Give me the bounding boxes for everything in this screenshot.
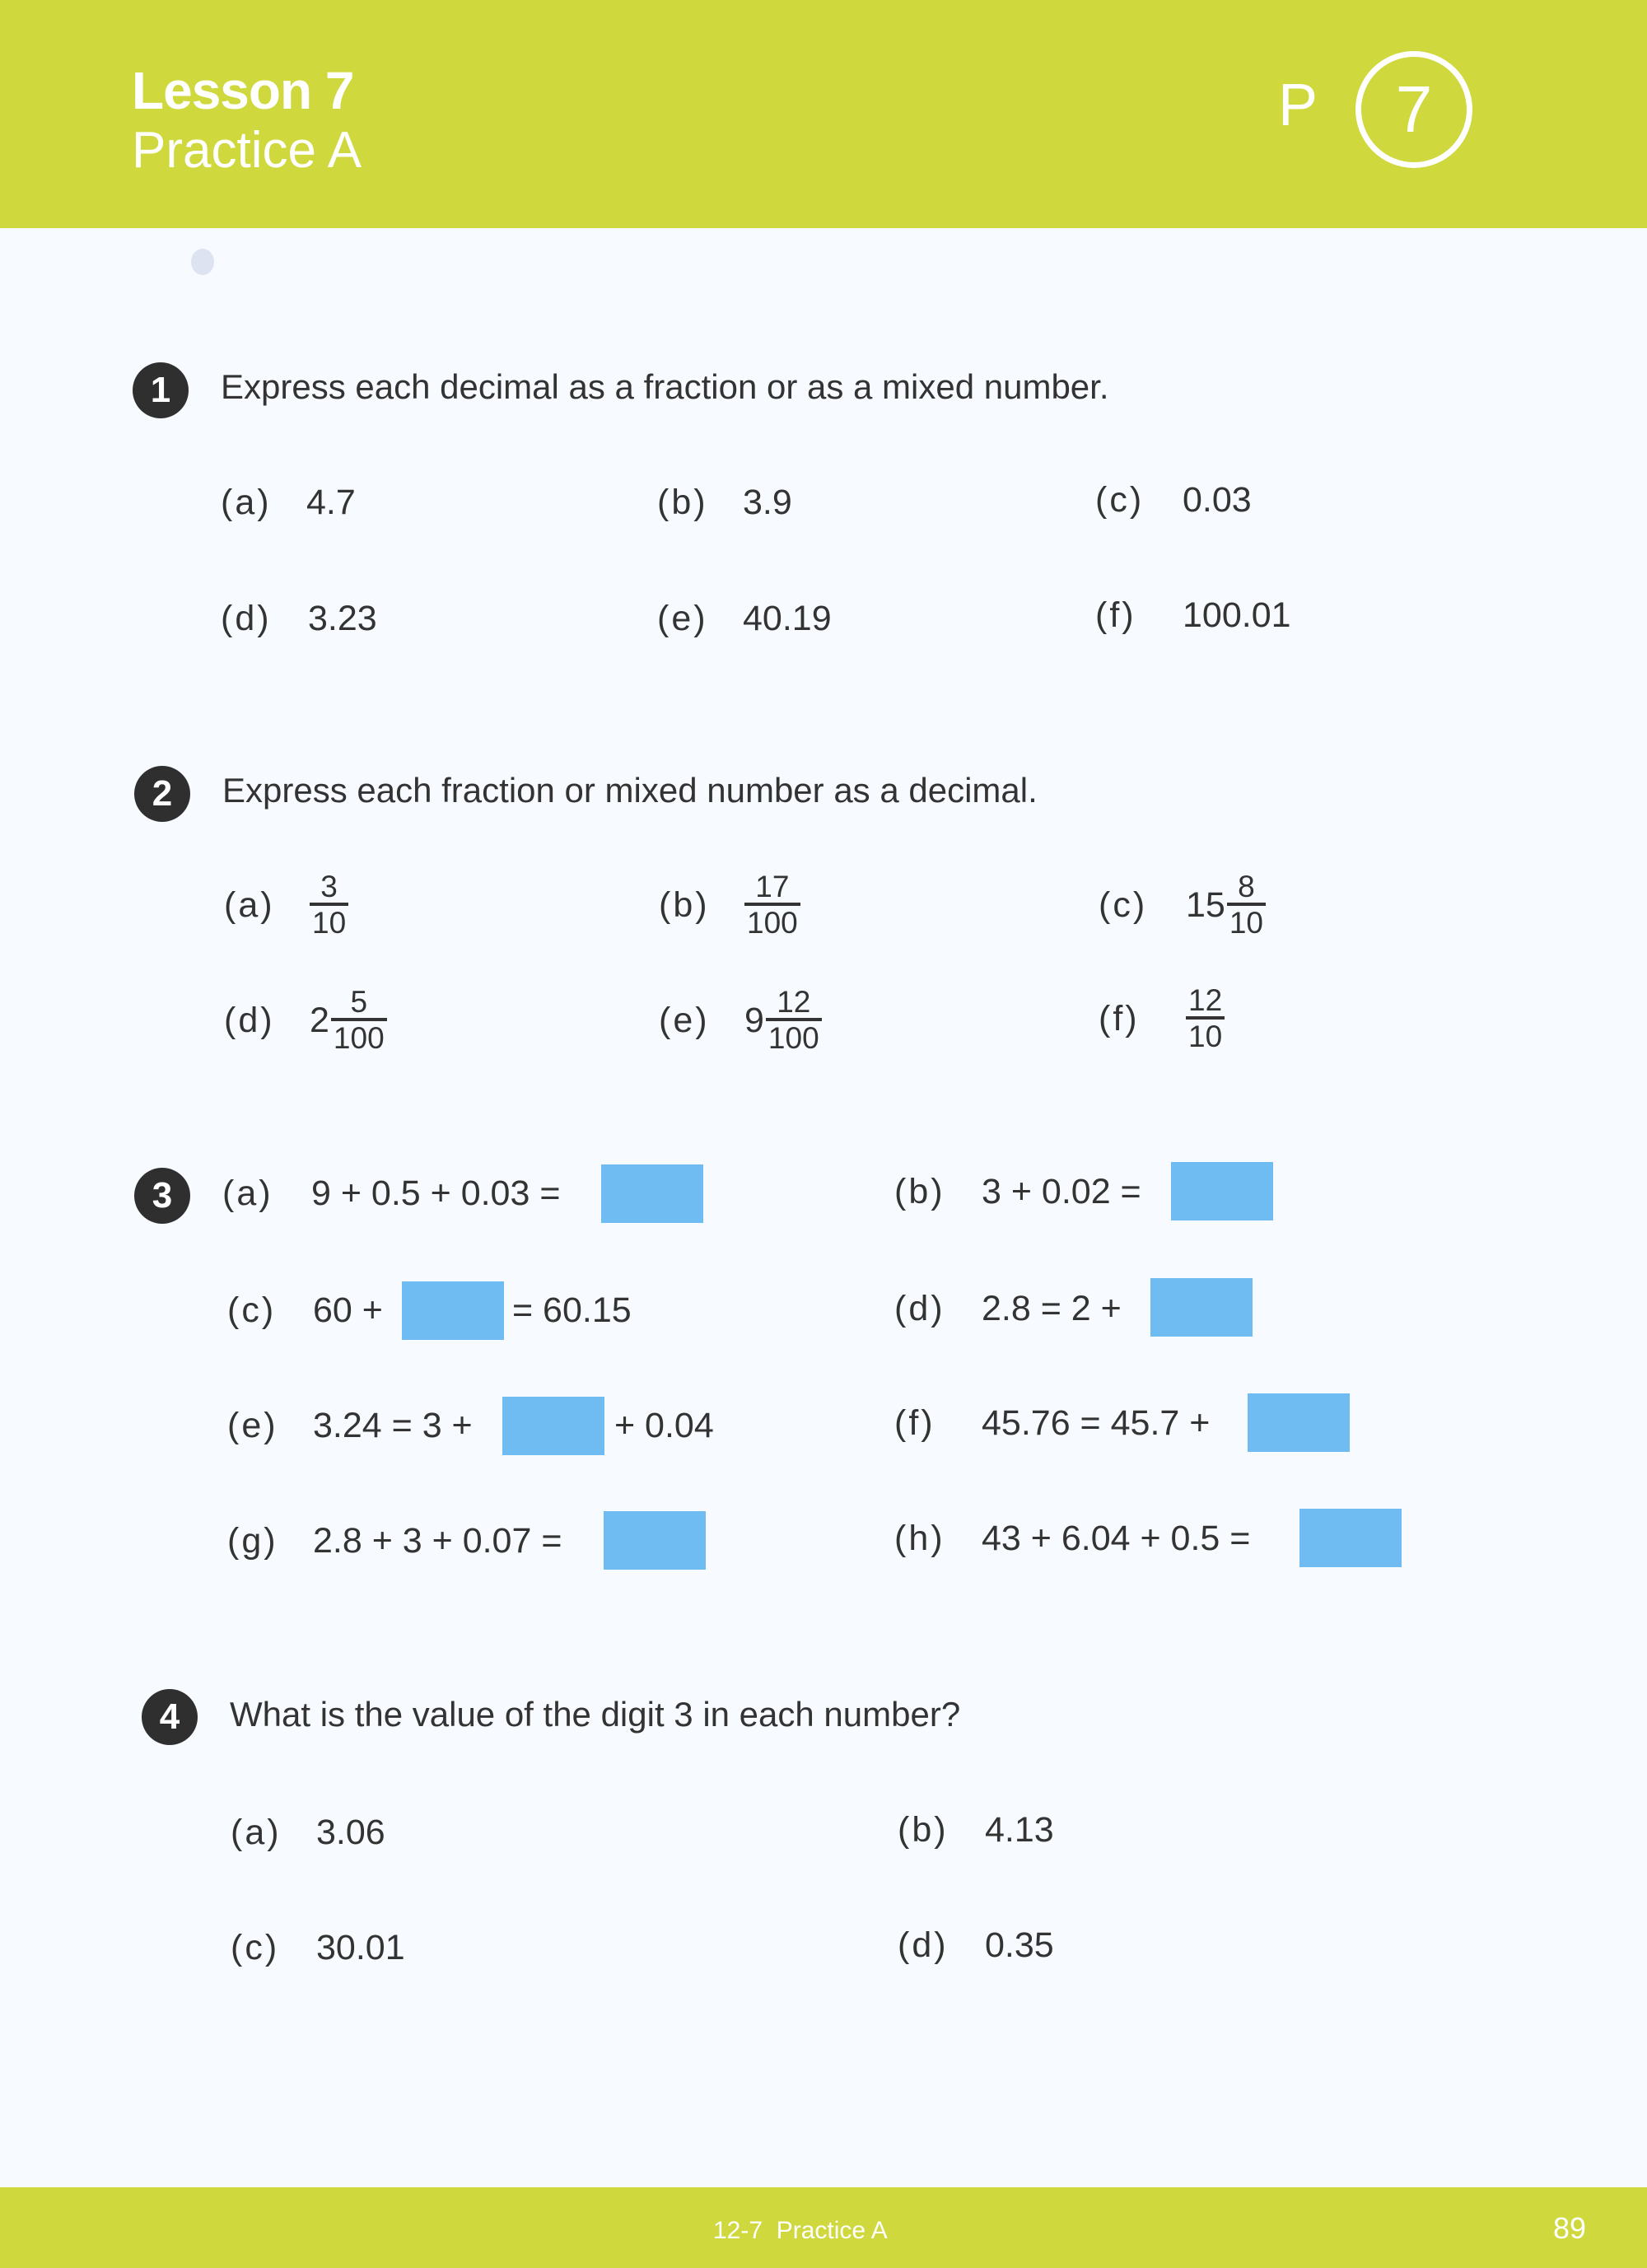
item-label: (b)	[659, 885, 710, 925]
q3f-answer-box[interactable]	[1248, 1393, 1350, 1452]
item-label: (e)	[227, 1406, 278, 1445]
q4-item-c	[231, 1927, 405, 1968]
q2-item-e	[659, 987, 822, 1054]
q3c-equation-right	[512, 1290, 632, 1331]
q3h-answer-box[interactable]	[1299, 1509, 1402, 1567]
denominator: 10	[1186, 1016, 1225, 1052]
question-4-badge: 4	[142, 1689, 198, 1745]
whole-number: 9	[744, 1001, 764, 1040]
whole-number: 15	[1186, 885, 1225, 925]
equation-left: 45.76 = 45.7 +	[982, 1403, 1211, 1443]
q3a-answer-box[interactable]	[601, 1164, 703, 1223]
q1-item-a	[221, 482, 356, 523]
q3-item-h	[894, 1518, 1250, 1559]
q2-item-f	[1099, 985, 1225, 1052]
item-label: (a)	[231, 1813, 282, 1852]
question-1-badge: 1	[133, 362, 189, 418]
q2-item-b	[659, 871, 800, 939]
q3-item-e	[227, 1405, 473, 1446]
item-label: (h)	[894, 1519, 945, 1558]
lesson-number-circle-icon: 7	[1355, 51, 1472, 168]
q3e-equation-right	[614, 1405, 714, 1446]
q3-item-c	[227, 1290, 383, 1331]
item-label: (b)	[894, 1172, 945, 1211]
item-label: (b)	[898, 1810, 949, 1850]
item-label: (c)	[227, 1290, 277, 1330]
equation-right: = 60.15	[512, 1290, 632, 1330]
numerator: 3	[320, 870, 338, 903]
fraction	[766, 987, 822, 1054]
item-label: (c)	[1099, 885, 1148, 925]
numerator: 5	[350, 985, 368, 1019]
item-label: (d)	[224, 1001, 275, 1040]
item-value: 40.19	[743, 599, 832, 638]
q3g-answer-box[interactable]	[604, 1511, 706, 1570]
question-4-prompt: What is the value of the digit 3 in each number?	[230, 1695, 961, 1734]
q4-item-d	[898, 1925, 1054, 1966]
fraction	[331, 987, 387, 1054]
whole-number: 2	[310, 1001, 329, 1040]
q3d-answer-box[interactable]	[1150, 1278, 1253, 1337]
fraction	[1227, 871, 1266, 939]
item-label: (a)	[222, 1174, 273, 1213]
q1-item-c	[1095, 479, 1252, 520]
fraction	[1186, 985, 1225, 1052]
item-label: (d)	[221, 599, 272, 638]
item-value: 3.9	[743, 483, 792, 522]
question-3-badge: 3	[134, 1168, 190, 1224]
lesson-subtitle: Practice A	[132, 122, 362, 179]
q1-item-b	[657, 482, 792, 523]
q3e-answer-box[interactable]	[502, 1397, 604, 1455]
equation-left: 2.8 + 3 + 0.07 =	[313, 1521, 562, 1561]
q3-item-b	[894, 1171, 1141, 1212]
item-label: (b)	[657, 483, 708, 522]
question-2-prompt: Express each fraction or mixed number as a decimal.	[222, 771, 1038, 810]
equation-left: 3 + 0.02 =	[982, 1172, 1141, 1211]
q2-item-d	[224, 987, 387, 1054]
equation-left: 9 + 0.5 + 0.03 =	[311, 1174, 561, 1213]
item-label: (d)	[898, 1925, 949, 1965]
item-value: 100.01	[1183, 595, 1291, 635]
q3-item-g	[227, 1520, 562, 1561]
question-1-prompt: Express each decimal as a fraction or as a mixed number.	[221, 367, 1109, 406]
equation-left: 2.8 = 2 +	[982, 1289, 1122, 1328]
item-value: 4.13	[985, 1810, 1054, 1850]
item-label: (d)	[894, 1289, 945, 1328]
item-label: (f)	[1099, 999, 1140, 1038]
item-label: (a)	[221, 483, 272, 522]
page-number: 89	[1553, 2211, 1587, 2245]
q3b-answer-box[interactable]	[1171, 1162, 1273, 1220]
equation-left: 3.24 = 3 +	[313, 1406, 473, 1445]
denominator: 10	[310, 903, 348, 939]
item-label: (c)	[231, 1928, 280, 1967]
lesson-title: Lesson 7	[132, 61, 354, 120]
q1-item-d	[221, 598, 377, 639]
fraction	[310, 871, 348, 939]
equation-left: 60 +	[313, 1290, 383, 1330]
q4-item-b	[898, 1809, 1054, 1850]
denominator: 100	[766, 1018, 822, 1054]
numerator: 8	[1238, 870, 1255, 903]
item-label: (a)	[224, 885, 275, 925]
numerator: 12	[777, 985, 811, 1019]
item-label: (e)	[659, 1001, 710, 1040]
item-label: (c)	[1095, 480, 1145, 520]
q4-item-a	[231, 1812, 385, 1853]
denominator: 100	[744, 903, 800, 939]
q1-item-f	[1095, 595, 1291, 636]
fraction	[744, 871, 800, 939]
item-value: 3.06	[316, 1813, 385, 1852]
q3-item-f	[894, 1402, 1210, 1444]
q3c-answer-box[interactable]	[402, 1281, 504, 1340]
q2-item-c	[1099, 871, 1266, 939]
q1-item-e	[657, 598, 832, 639]
numerator: 17	[755, 870, 790, 903]
bleed-through-dot	[191, 249, 214, 275]
item-label: (f)	[1095, 595, 1136, 635]
item-value: 0.35	[985, 1925, 1054, 1965]
item-label: (g)	[227, 1521, 278, 1561]
item-value: 3.23	[308, 599, 377, 638]
denominator: 100	[331, 1018, 387, 1054]
item-value: 0.03	[1183, 480, 1252, 520]
question-2-badge: 2	[134, 766, 190, 822]
item-label: (e)	[657, 599, 708, 638]
item-value: 30.01	[316, 1928, 405, 1967]
equation-left: 43 + 6.04 + 0.5 =	[982, 1519, 1251, 1558]
q3-item-d	[894, 1288, 1122, 1329]
q3-item-a	[222, 1173, 560, 1214]
equation-right: + 0.04	[614, 1406, 714, 1445]
practice-type-letter: P	[1278, 72, 1318, 138]
denominator: 10	[1227, 903, 1266, 939]
q2-item-a	[224, 871, 348, 939]
footer-section-label: 12-7 Practice A	[713, 2217, 888, 2244]
item-value: 4.7	[306, 483, 356, 522]
numerator: 12	[1188, 983, 1223, 1017]
item-label: (f)	[894, 1403, 935, 1443]
